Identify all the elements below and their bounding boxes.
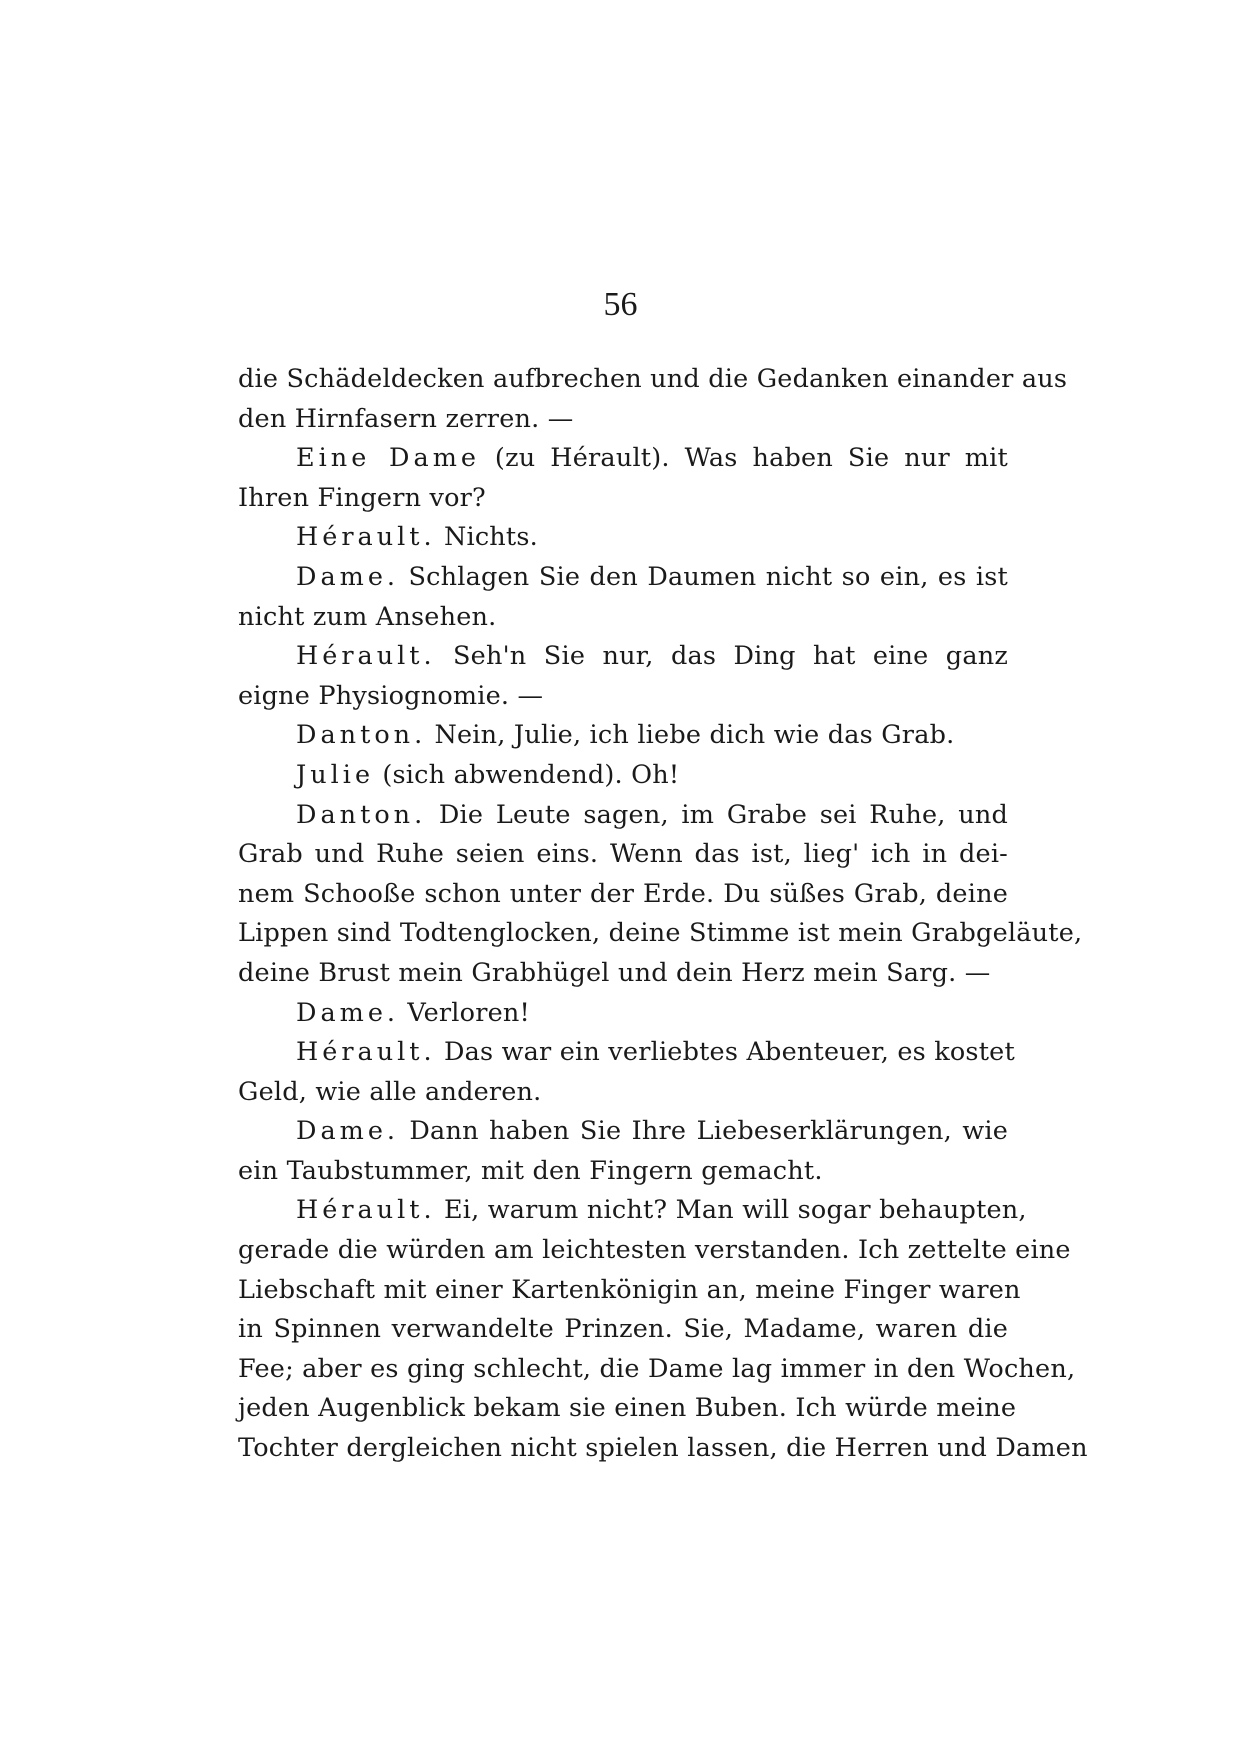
text-line: Liebschaft mit einer Kartenkönigin an, meine Finger waren xyxy=(238,1274,1021,1305)
text-line: gerade die würden am leichtesten verstanden. Ich zettelte eine xyxy=(238,1235,1071,1266)
text-line: Lippen sind Todtenglocken, deine Stimme ist mein Grabgeläute, xyxy=(238,918,1083,949)
speaker-name: Hérault. xyxy=(296,1195,436,1226)
page-number: 56 xyxy=(603,286,638,323)
text-line: in Spinnen verwandelte Prinzen. Sie, Madame, waren die xyxy=(238,1314,1008,1345)
text-line: jeden Augenblick bekam sie einen Buben. Ich würde meine xyxy=(238,1393,1017,1424)
speaker-name: Eine Dame xyxy=(296,443,480,474)
text-line: Hérault. Das war ein verliebtes Abenteuer, es kostet xyxy=(296,1037,1015,1068)
text-line: Eine Dame (zu Hérault). Was haben Sie nur mit xyxy=(296,443,1008,474)
text-line: Ihren Fingern vor? xyxy=(238,482,486,513)
speaker-name: Hérault. xyxy=(296,522,436,553)
text-line: Tochter dergleichen nicht spielen lassen, die Herren und Damen xyxy=(238,1433,1088,1464)
text-line: den Hirnfasern zerren. — xyxy=(238,403,574,434)
speaker-name: Hérault. xyxy=(296,641,436,672)
speaker-name: Dame. xyxy=(296,997,400,1028)
text-line: Julie (sich abwendend). Oh! xyxy=(296,759,680,790)
text-line: Hérault. Ei, warum nicht? Man will sogar behaupten, xyxy=(296,1195,1027,1226)
speaker-name: Danton. xyxy=(296,799,427,830)
text-line: eigne Physiognomie. — xyxy=(238,680,544,711)
text-line: ein Taubstummer, mit den Fingern gemacht. xyxy=(238,1155,823,1186)
text-line: Danton. Nein, Julie, ich liebe dich wie das Grab. xyxy=(296,720,955,751)
text-line: Danton. Die Leute sagen, im Grabe sei Ruhe, und xyxy=(296,799,1008,830)
speaker-name: Dame. xyxy=(296,561,400,592)
text-line: die Schädeldecken aufbrechen und die Gedanken einander aus xyxy=(238,364,1068,394)
text-line: Hérault. Nichts. xyxy=(296,522,538,553)
text-line: Grab und Ruhe seien eins. Wenn das ist, lieg' ich in dei- xyxy=(238,839,1008,870)
text-line: Dame. Dann haben Sie Ihre Liebeserklärungen, wie xyxy=(296,1116,1008,1147)
text-line: Geld, wie alle anderen. xyxy=(238,1076,542,1107)
speaker-name: Dame. xyxy=(296,1116,400,1147)
text-line: Dame. Schlagen Sie den Daumen nicht so ein, es ist xyxy=(296,561,1008,592)
speaker-name: Danton. xyxy=(296,720,427,751)
speaker-name: Hérault. xyxy=(296,1037,436,1068)
text-line: deine Brust mein Grabhügel und dein Herz mein Sarg. — xyxy=(238,957,991,988)
text-line: nicht zum Ansehen. xyxy=(238,601,497,632)
text-line: Dame. Verloren! xyxy=(296,997,530,1028)
text-line: Hérault. Seh'n Sie nur, das Ding hat eine ganz xyxy=(296,641,1008,672)
speaker-name: Julie xyxy=(296,759,375,790)
body-text xyxy=(238,360,1088,1469)
text-line: nem Schooße schon unter der Erde. Du süßes Grab, deine xyxy=(238,878,1008,909)
text-line: Fee; aber es ging schlecht, die Dame lag immer in den Wochen, xyxy=(238,1353,1076,1384)
